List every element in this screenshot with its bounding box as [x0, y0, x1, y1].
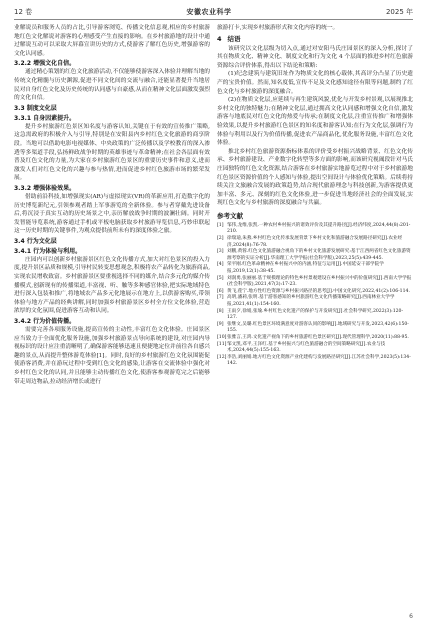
reference-text: 徐瑞迪,朱燕.乡村红色文化传承发展背景下乡村文化和旅游融合发展路径研究[J].农业经济,2024(8):76-78. [227, 236, 403, 248]
references-heading: 参考文献 [217, 211, 243, 220]
body-paragraph: 提升乡村旅游红色景区知名度与游客认知,关键在于有效的宣传推广策略,这急需政府的积极介入与引导,特别是在安阳县内乡村红色文化旅游的商享阶段。当地可以借助电影电视媒体、中央政策的广泛传播以及学校教育的深入渗透等多渠道手段,弘扬鲜政战争时期的英雄事迹与革命精神;在社会各层面有效普及红色文化的力量,为大家在乡村旅游红色景区的重要历史事件和意义,进而激发人们对红色文化的兴趣与参与热情,进而促进乡村红色旅游市场的繁荣发展。 [14, 123, 210, 182]
conclusion-paragraph: 该研究以文化层级为切入点,通过对安阳马氏庄园景区的深入分析,探讨了其在物质文化、精神文化、制度文化和行为文化 4 个层面的推进乡村红色旅游资源综合评价体系,得出以下结论和策略: [217, 45, 413, 69]
header-volume: 12 卷 [14, 8, 33, 16]
reference-item [217, 223, 413, 236]
left-column [14, 24, 210, 616]
intro-line: 旅游打卡,实现乡村旅游形式和文化内容的统一。 [217, 25, 339, 31]
subsection-heading: 3.3.2 增强体验效果。 [14, 184, 76, 192]
reference-text: 邹文凯,邓平,王泽红.基于乡村振兴与红色旅游融合的空间策略研究[J].农业与技术,2024,44(5):155-163. [227, 341, 386, 354]
section-title: 结语 [227, 34, 241, 43]
subsection-heading: 3.3 制度文化层 [14, 104, 57, 112]
conclusion-body [217, 45, 413, 208]
reference-index: [3] [217, 249, 224, 255]
conclusion-paragraph: (1)纪念建筑与建筑旧址作为物质文化的核心载体,其高评分凸显了历史遗产的宝贵价值。然而,知名度低,宣传不足及文化感知途径有限等问题,制约了红色文化与乡村旅游的深度融合。 [217, 71, 413, 95]
reference-index: [2] [217, 236, 224, 242]
reference-item [217, 309, 413, 322]
reference-item [217, 342, 413, 355]
references-list [217, 223, 413, 368]
subsection-heading: 3.2.2 增强文化自信。 [14, 60, 76, 68]
body-paragraph: 借助前沿科技,如增强现实(AR)与虚拟现实(VR)的革新应用,打造数字化的历史博览新纪元,引领参观者踏上军事游览的全新体验。参与者穿戴先进设备后,将沉浸于真实互动的历史场景之中,亲历解放战争时期的波澜壮阔。同时开发智能导览系统,游客通过手机或平板电脑获取乡村旅游导览信息,巧妙串联起这一历史时期的关键事件,为观众提供前所未有的深度体验之旅。 [14, 193, 210, 235]
reference-index: [5] [217, 275, 224, 281]
reference-text: 黄飞,莲宁.地方性红色资源与乡村振兴路径的思考[J].中国文化研究,2022,41(2):106-114. [227, 288, 410, 294]
reference-item [217, 335, 413, 342]
reference-item [217, 322, 413, 335]
body-paragraph: 通过精心策划的红色文化旅游活动,不仅能够使游客深入体验并理解当地的传统文化精髓与历史渊源,促进不同文化间的交流与融合,还能显著提升当地居民对自身红色文化及历史传统的认同感与自豪感,从而在精神文化层面激发强烈的文化自信。 [14, 69, 210, 102]
reference-text: 张继文,吴璐.红色景区环境满意度对游客认同的影响[J].地域研究与开发,2023,42(6):150-155. [227, 321, 409, 334]
reference-text: 王雨夕,徐娟,张瑜.乡村红色文化遗产的保护与开发研究[J].社会科学研究,2022(3):120-127. [227, 308, 404, 321]
reference-item [217, 236, 413, 249]
conclusion-paragraph: (2)在物质文化层,应延续与再生建筑风貌,优化与开发乡村景观,以展现推北乡村文化的独特魅力;在精神文化层,通过拥高文化认同感和增强文化自信,激发游客与地底民对红色文化的热爱与传承;在制度文化层,注重宣传推广和增强体验效果,以提升乡村旅游红色景区的知名度和游客认知;在行为文化层,强调行为体验与利用以及行为价值传播,促进农产品商品化,优化服务设施,丰富红色文化体验。 [217, 97, 413, 147]
page-number: 6 [409, 613, 413, 620]
reference-index: [10] [217, 334, 227, 340]
reference-item [217, 355, 413, 368]
reference-text: 荣平刚.红色革命精神在乡村振兴中的内涵,特征与运用[J].中国延安干部学院学报,2019,12(1):38-45. [227, 262, 384, 275]
reference-index: [9] [217, 321, 224, 327]
reference-item [217, 276, 413, 289]
body-paragraph: 业解说员和服务人员的占比,引导游客浏览、传播文化信息观,相应的乡村旅游地红色文化解说对游客的心理感受产生直接的影响。在乡村旅游地的设计中通过解说互动可以采取大屏幕宣讲历史的方式,使游客了解红色历史,增强游客的文化认同感。 [14, 25, 210, 57]
header-year: 2025 年 [385, 8, 413, 16]
reference-index: [7] [217, 295, 224, 301]
subsection-heading: 3.4.2 行为价值传播。 [14, 318, 76, 326]
section-heading-conclusion [217, 35, 413, 44]
conclusion-paragraph: 推北乡村红色旅游资源指标体系的评价受乡村振兴战略背景、红色文化传承、乡村旅游建设、产业数字化转型等多方面的影响,而该研究视阈段针对马氏庄园独特的红色文化资源,结合游客在乡村旅游实地游览过程中对于乡村旅游地红色景区资源价值的个人感知与体验,提出空间设计与体验优化策略。后续将持续关注文旅融合发展的政策趋势,结合现代旅游理念与科技创新,为游客提供更加丰富、多元、深刻的红色文化体验,进一步促进当地经济社会的全面发展,实现红色文化与乡村旅游的深度融合与共赢。 [217, 148, 413, 207]
reference-index: [1] [217, 222, 224, 228]
reference-text: 邹伟,龙维,张凯.一种农村乡村振兴的诸效评价及其提升路径[J].经济纬度,2024,44(8):201-210. [227, 222, 411, 235]
reference-text: 张雅言,王鸿.文化遗产视角下的乡村旅游红色景区研究[J].现代管理科学,2020(11):88-95. [227, 334, 409, 340]
subsection-heading: 3.4.1 行为体验与利用。 [14, 247, 82, 255]
reference-index: [8] [217, 308, 224, 314]
header-journal-title: 安徽农业科学 [186, 8, 232, 16]
subsection-heading: 3.3.1 自身因素提升。 [14, 114, 76, 122]
reference-text: 高明,潘莉,张明.基于游客感知的乡村旅游红色文化传播策略研究[J].西南林业大学学报,2021,41(1):154-160. [227, 295, 395, 307]
reference-text: 刘鹏,黄蓉.红色文化旅游融合视角下的乡村文化旅游发展研究:基于江西两省红色文化旅游资源考察的实证分析[J].华南理工大学学报(社会科学版),2023,25(5):439-445. [227, 249, 411, 261]
reference-text: 刘润勇,张丽丽.基于规模理论的特色乡村景观建设在乡村振兴中的价值研究[J].西南大学学报(社会科学版),2021,47(3):17-23. [227, 275, 412, 288]
section-number: 4 [217, 34, 222, 43]
reference-item [217, 295, 413, 308]
reference-text: 李浩,刘丽娟.地方红色文化资源产业化建构与发展路径研究[J].江苏社会科学,2023(5):134-142. [227, 354, 411, 367]
reference-index: [12] [217, 354, 227, 360]
body-paragraph: 需要完善各项服务设施,提高宣传的主动性,丰富红色文化体验。庄园景区应当致力于全面优化服务设施,加强乡村旅游景点导向系统的建设,对庄园内导视标识的设计应注重清晰明了,确保游客能够迅速且便捷地定位并前往各自感兴趣的景点,从而提升整体游览体验[1]。同时,良好的乡村旅游红色文化氛围能促使游客消费,并在游玩过程中受到红色文化的感染,让游客在交流体验中强化对乡村红色文化的认同,并且能够主动传播红色文化,使游客参观游览完之后能够带走周边物品,拉动经济增长或进行 [14, 327, 210, 385]
body-paragraph: 庄园内可以创新乡村旅游景区红色文化传播方式,加大对红色景区的投入力度,提升景区品质和规模,引导村民转变思想观念,积极将农产品转化为旅游商品,实现农民增收致富。乡村旅游景区要重视选择不同的媒介,结合多元化的媒介传播模式,创新现有的传播渠道,丰富视、听、触等多种感官体验,把实际地域特色进行深入包装和推广,将地域农产品多元化地展示在地方上,以供游客购买,带领体验与地方产品的经典讲解,同时加强乡村旅游景区乡村全方位文化体验,营造浓厚的文化氛围,促进游客互动和认同。 [14, 256, 210, 315]
reference-index: [6] [217, 288, 224, 294]
right-column [217, 24, 413, 616]
reference-item [217, 249, 413, 262]
reference-index: [4] [217, 262, 224, 268]
reference-index: [11] [217, 341, 227, 347]
reference-item [217, 262, 413, 275]
running-head [14, 6, 413, 18]
header-rule [14, 19, 413, 20]
subsection-heading: 3.4 行为文化层 [14, 237, 57, 245]
